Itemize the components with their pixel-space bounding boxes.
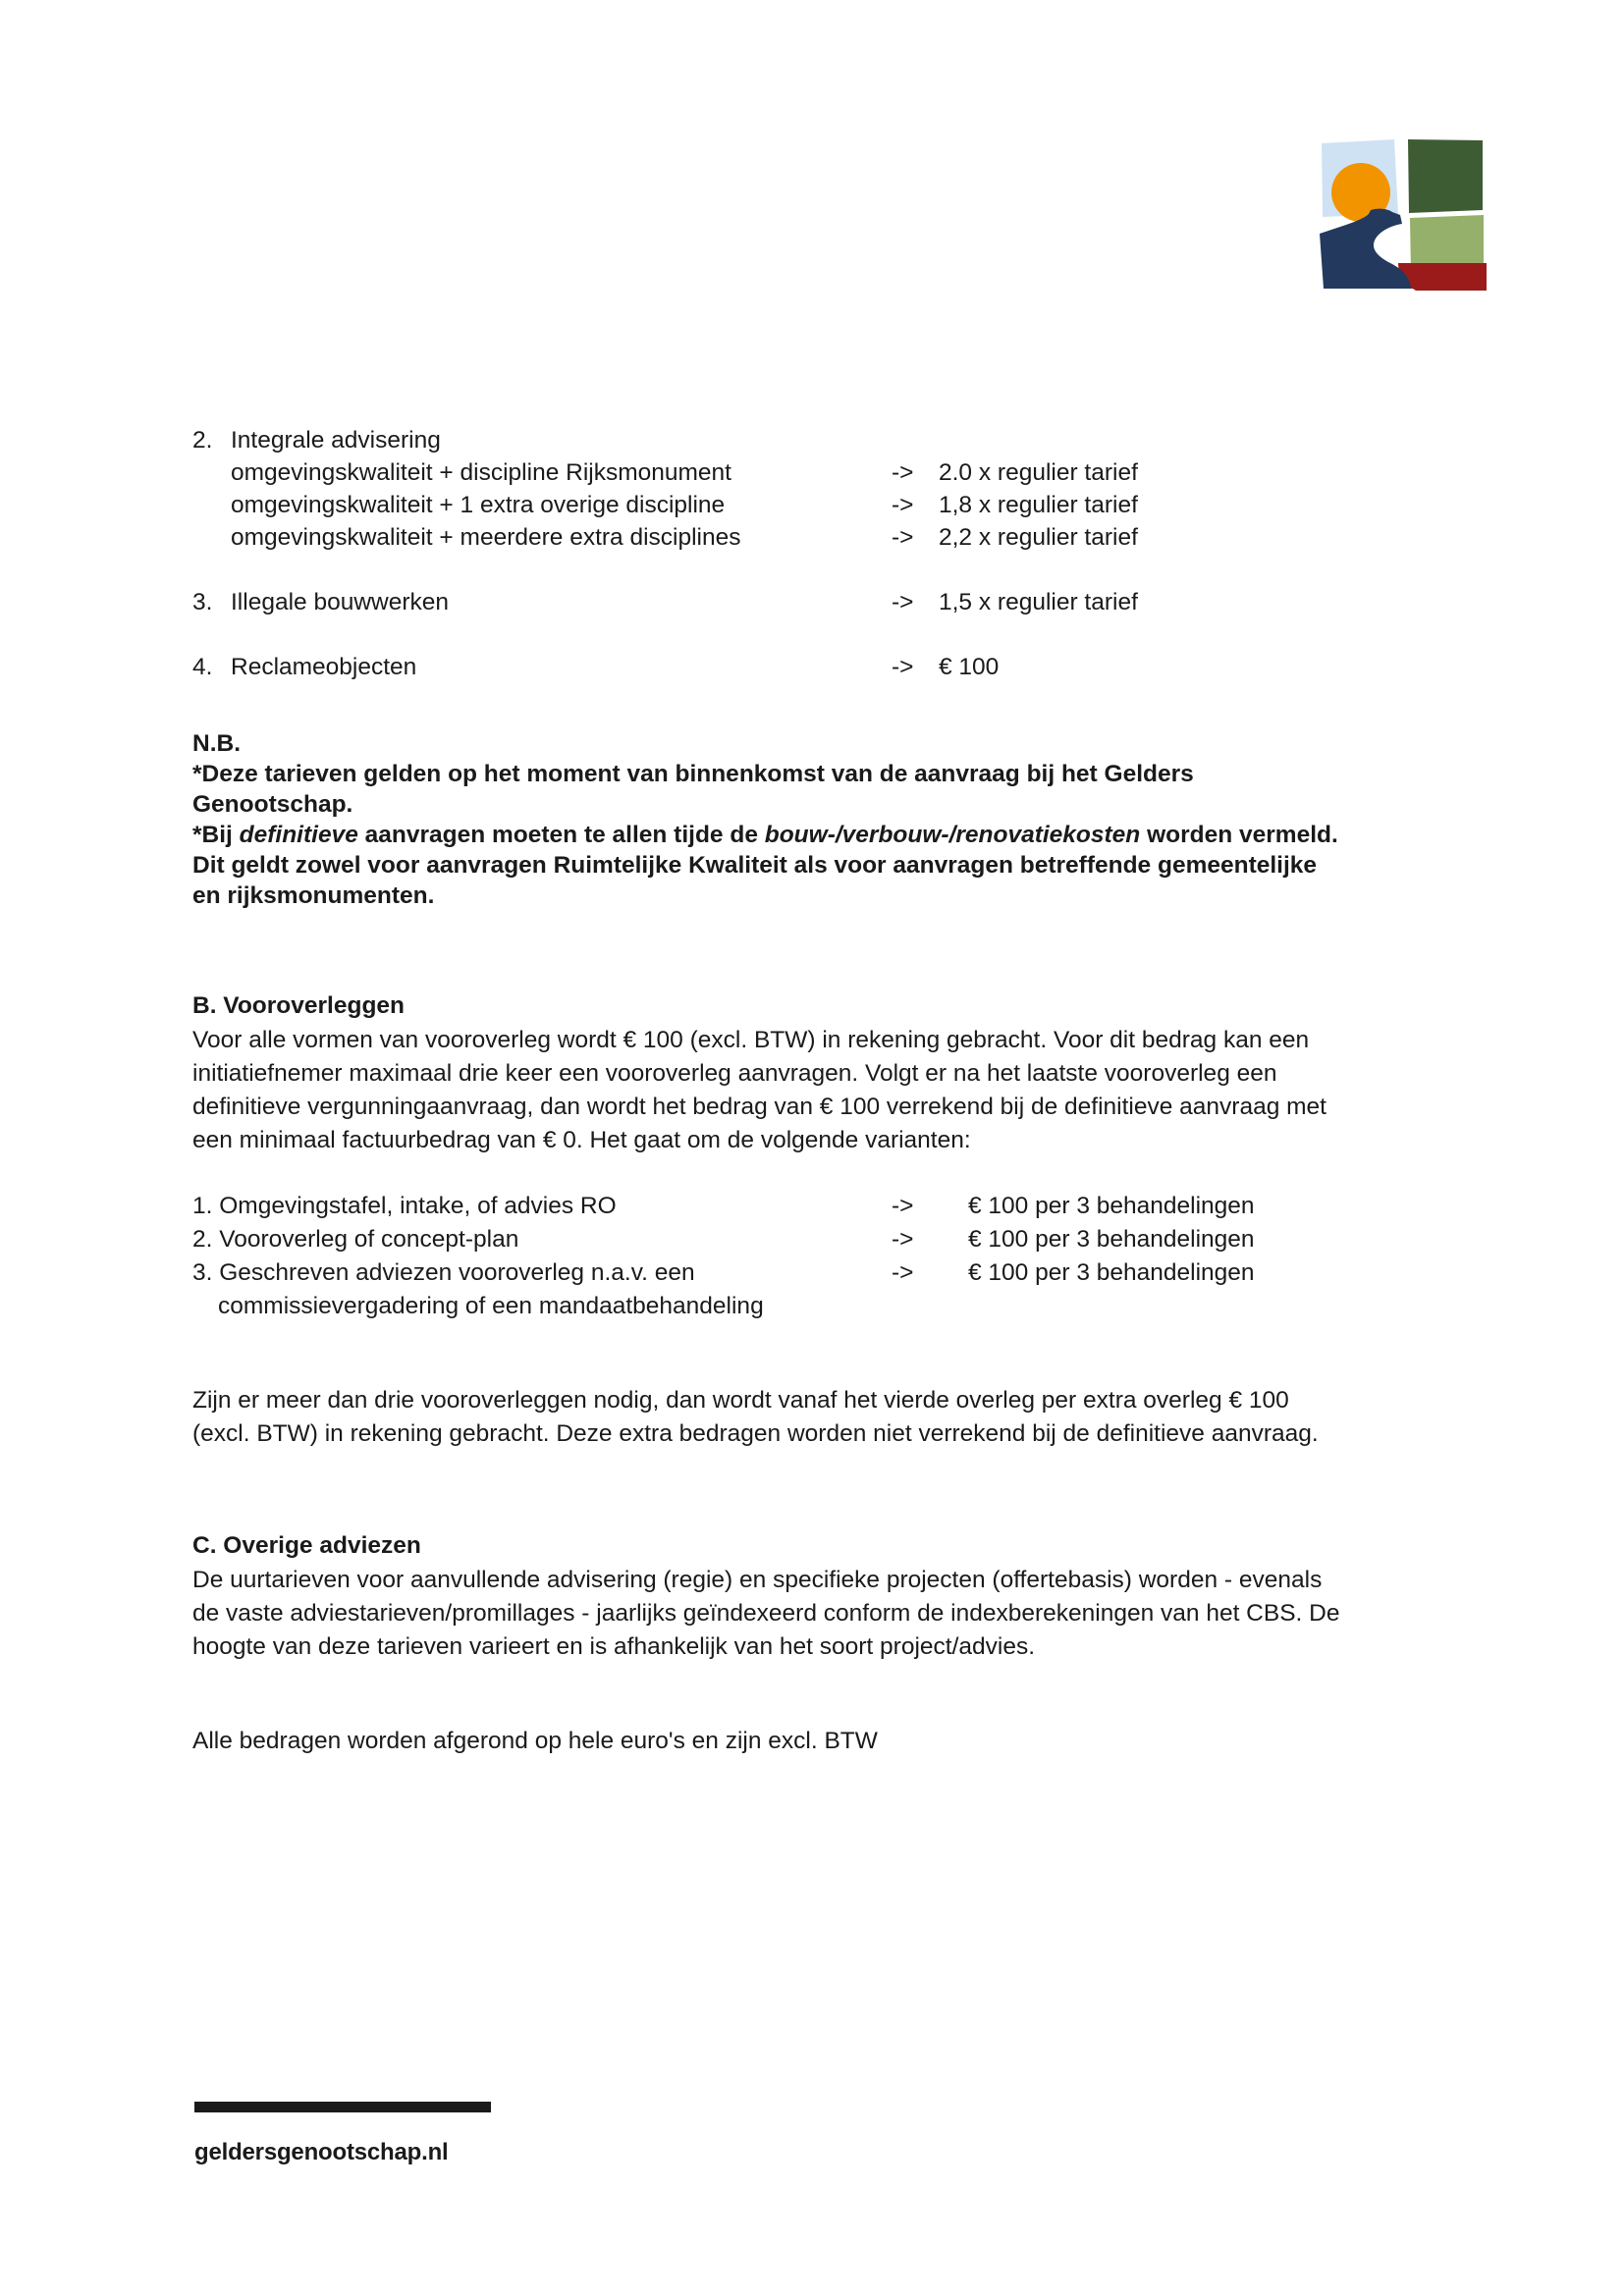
nb-line-2-part-a: *Bij <box>192 822 240 848</box>
tariff-arrow: -> <box>892 589 914 615</box>
tariff-value: 1,8 x regulier tarief <box>939 492 1138 518</box>
gelders-genootschap-logo <box>1314 116 1489 293</box>
footer-rule <box>194 2102 491 2112</box>
vooroverleg-label: 3. Geschreven adviezen vooroverleg n.a.v. een <box>192 1259 695 1286</box>
document-body <box>192 424 1380 1758</box>
vooroverleg-row-continuation <box>192 1290 1380 1323</box>
nb-italic-bouwkosten: bouw-/verbouw-/renovatiekosten <box>764 822 1141 848</box>
tariff-label: omgevingskwaliteit + discipline Rijksmonument <box>231 459 731 486</box>
logo-river <box>1320 209 1411 289</box>
vooroverleg-row <box>192 1223 1380 1256</box>
tariff-label: Reclameobjecten <box>231 654 417 680</box>
vooroverleg-label: 2. Vooroverleg of concept-plan <box>192 1226 519 1253</box>
nb-line-2 <box>192 820 1351 911</box>
vooroverleg-arrow: -> <box>892 1259 914 1286</box>
tariff-row <box>192 456 1380 489</box>
spacer <box>192 618 1380 651</box>
closing-note: Alle bedragen worden afgerond op hele euro's en zijn excl. BTW <box>192 1728 878 1754</box>
tariff-arrow: -> <box>892 459 914 486</box>
vooroverleg-value: € 100 per 3 behandelingen <box>968 1259 1255 1286</box>
vooroverleg-row <box>192 1256 1380 1290</box>
tariff-label: Illegale bouwwerken <box>231 589 449 615</box>
footer-website-url: geldersgenootschap.nl <box>194 2139 449 2165</box>
logo-red-arc <box>1398 263 1487 291</box>
section-b-heading: B. Vooroverleggen <box>192 992 406 1019</box>
nb-heading: N.B. <box>192 730 241 757</box>
spacer <box>192 1664 1380 1725</box>
section-b-intro: Voor alle vormen van vooroverleg wordt € 100 (excl. BTW) in rekening gebracht. Voor dit bedrag kan een initiatiefnemer maximaal drie keer een vooroverleg aanvragen. Volgt er na het laatste vooroverleg een definitieve vergunningaanvraag, dan wordt het bedrag van € 100 verrekend bij de definitieve aanvraag met een minimaal factuurbedrag van € 0. Het gaat om de volgende varianten: <box>192 1027 1326 1153</box>
tariff-value: € 100 <box>939 654 1000 680</box>
section-c-heading: C. Overige adviezen <box>192 1532 421 1559</box>
nb-line-1: *Deze tarieven gelden op het moment van binnenkomst van de aanvraag bij het Gelders Genootschap. <box>192 761 1194 818</box>
vooroverleg-arrow: -> <box>892 1226 914 1253</box>
spacer <box>192 683 1380 728</box>
spacer <box>192 1157 1380 1190</box>
section-c-body: De uurtarieven voor aanvullende advisering (regie) en specifieke projecten (offertebasis) worden - evenals de vaste adviestarieven/promillages - jaarlijks geïndexeerd conform de indexberekeningen van het CBS. De hoogte van deze tarieven varieert en is afhankelijk van het soort project/advies. <box>192 1567 1340 1660</box>
tariff-arrow: -> <box>892 524 914 551</box>
spacer <box>192 1323 1380 1384</box>
nb-line-2-part-c: worden vermeld. Dit geldt zowel voor aanvragen Ruimtelijke Kwaliteit als voor aanvragen betreffende gemeentelijke en rijksmonumenten. <box>192 822 1338 909</box>
tariff-row <box>192 586 1380 618</box>
vooroverleg-label: 1. Omgevingstafel, intake, of advies RO <box>192 1193 617 1219</box>
tariff-number: 3. <box>192 589 213 615</box>
nb-block <box>192 728 1351 911</box>
tariff-label: Integrale advisering <box>231 427 441 454</box>
spacer <box>192 1451 1380 1529</box>
tariff-value: 2.0 x regulier tarief <box>939 459 1138 486</box>
vooroverleg-value: € 100 per 3 behandelingen <box>968 1226 1255 1253</box>
page-footer <box>194 2102 607 2166</box>
tariff-row <box>192 651 1380 683</box>
nb-italic-definitieve: definitieve <box>239 822 358 848</box>
tariff-number: 2. <box>192 427 213 454</box>
vooroverleg-value: € 100 per 3 behandelingen <box>968 1193 1255 1219</box>
tariff-label: omgevingskwaliteit + 1 extra overige discipline <box>231 492 726 518</box>
tariff-label: omgevingskwaliteit + meerdere extra disciplines <box>231 524 741 551</box>
tariff-row <box>192 424 1380 456</box>
logo-dark-green-square <box>1408 139 1483 213</box>
vooroverleg-label-continuation: commissievergadering of een mandaatbehandeling <box>218 1293 764 1319</box>
spacer <box>192 911 1380 989</box>
vooroverleg-row <box>192 1190 1380 1223</box>
tariff-row <box>192 521 1380 554</box>
tariff-value: 1,5 x regulier tarief <box>939 589 1138 615</box>
tariff-value: 2,2 x regulier tarief <box>939 524 1138 551</box>
tariff-row <box>192 489 1380 521</box>
tariff-arrow: -> <box>892 654 914 680</box>
spacer <box>192 554 1380 586</box>
vooroverleg-arrow: -> <box>892 1193 914 1219</box>
tariff-arrow: -> <box>892 492 914 518</box>
tariff-number: 4. <box>192 654 213 680</box>
section-b-outro: Zijn er meer dan drie vooroverleggen nodig, dan wordt vanaf het vierde overleg per extra overleg € 100 (excl. BTW) in rekening gebracht. Deze extra bedragen worden niet verrekend bij de definitieve aanvraag. <box>192 1387 1319 1447</box>
nb-line-2-part-b: aanvragen moeten te allen tijde de <box>357 822 765 848</box>
